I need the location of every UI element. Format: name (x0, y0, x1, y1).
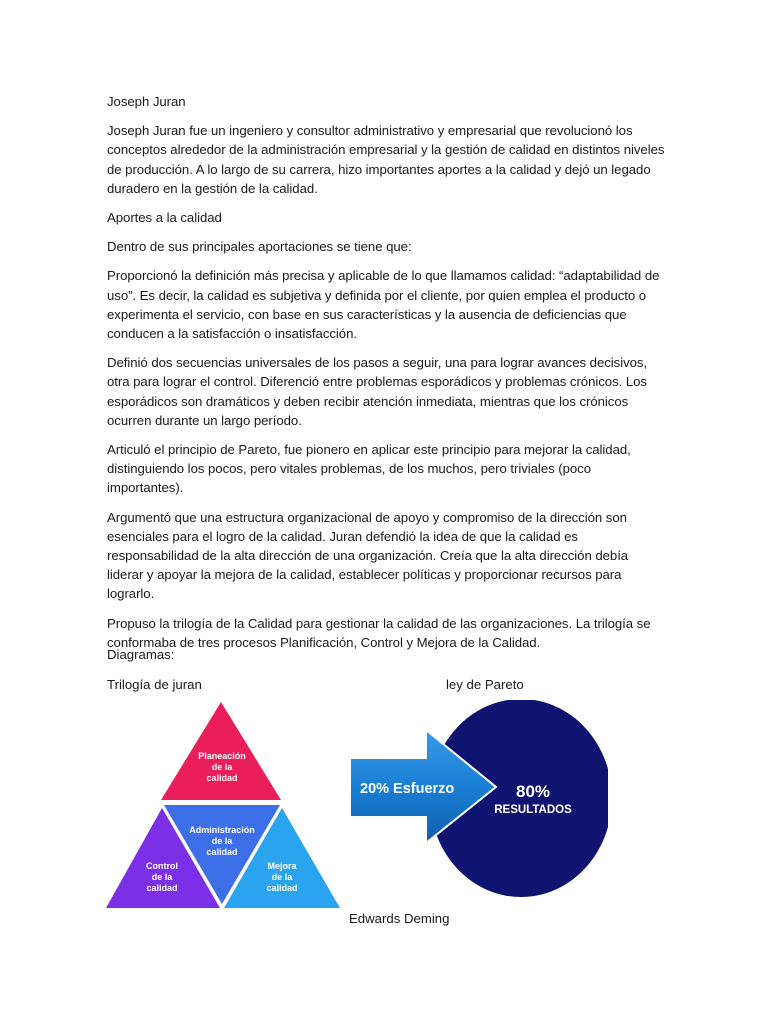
trilogy-diagram (104, 700, 344, 912)
document-body (107, 92, 667, 652)
intro-paragraph: Joseph Juran fue un ingeniero y consultor administrativo y empresarial que revolucionó los conceptos alrededor de la administración empresarial y la gestión de calidad en distintos niveles de producción. A lo largo de su carrera, hizo importantes aportes a la calidad y dejó un legado duradero en la gestión de la calidad. (107, 123, 665, 196)
diagramas-label: Diagramas: (107, 647, 175, 662)
pareto-arrow-text: 20% Esfuerzo (360, 781, 455, 797)
trilogy-center-line2: de la (211, 836, 233, 846)
trilogy-right-line2: de la (271, 872, 293, 882)
deming-label: Edwards Deming (349, 911, 450, 926)
trilogia-label: Trilogía de juran (107, 677, 202, 692)
aportes-title: Aportes a la calidad (107, 210, 222, 226)
pareto-label: ley de Pareto (446, 677, 524, 692)
paragraph-secuencias: Definió dos secuencias universales de los pasos a seguir, una para lograr avances decisivos, otra para lograr el control. Diferenció entre problemas esporádicos y problemas crónicos. Los esporádicos son dramáticos y deben recibir atención inmediata, mientras que los crónicos ocurren durante un largo período. (107, 355, 648, 428)
trilogy-left-line3: calidad (146, 883, 178, 893)
paragraph-trilogia: Propuso la trilogía de la Calidad para gestionar la calidad de las organizaciones. La trilogía se conformaba de tres procesos Planificación, Control y Mejora de la Calidad. (107, 615, 651, 650)
trilogy-right-line3: calidad (266, 883, 298, 893)
pareto-circle-text: RESULTADOS (494, 804, 572, 816)
trilogy-left-line1: Control (146, 861, 178, 871)
trilogy-top-line3: calidad (206, 773, 238, 783)
paragraph-adaptabilidad: Proporcionó la definición más precisa y aplicable de lo que llamamos calidad: “adaptabilidad de uso”. Es decir, la calidad es subjetiva y definida por el cliente, por quien emplea el producto o experimenta el servicio, con base en sus características y la ausencia de deficiencias que conducen a la satisfacción o insatisfacción. (107, 268, 660, 342)
trilogy-center-line1: Administración (189, 825, 255, 835)
trilogy-right-line1: Mejora (267, 861, 297, 871)
paragraph-pareto: Articuló el principio de Pareto, fue pionero en aplicar este principio para mejorar la calidad, distinguiendo los pocos, pero vitales problemas, de los muchos, pero triviales (poco importantes). (107, 442, 631, 496)
trilogy-center-line3: calidad (206, 847, 238, 857)
document-heading: Joseph Juran (107, 94, 186, 109)
pareto-diagram (348, 700, 608, 905)
aportes-intro: Dentro de sus principales aportaciones se tiene que: (107, 239, 412, 255)
trilogy-top-line1: Planeación (198, 751, 246, 761)
trilogy-left-line2: de la (151, 872, 173, 882)
paragraph-estructura: Argumentó que una estructura organizacional de apoyo y compromiso de la dirección son esenciales para el logro de la calidad. Juran defendió la idea de que la calidad es responsabilidad de la alta dirección de una organización. Creía que la alta dirección debía liderar y apoyar la mejora de la calidad, establecer políticas y proporcionar recursos para lograrlo. (107, 509, 629, 602)
trilogy-top-line2: de la (211, 762, 233, 772)
pareto-circle-percent: 80% (515, 782, 551, 801)
